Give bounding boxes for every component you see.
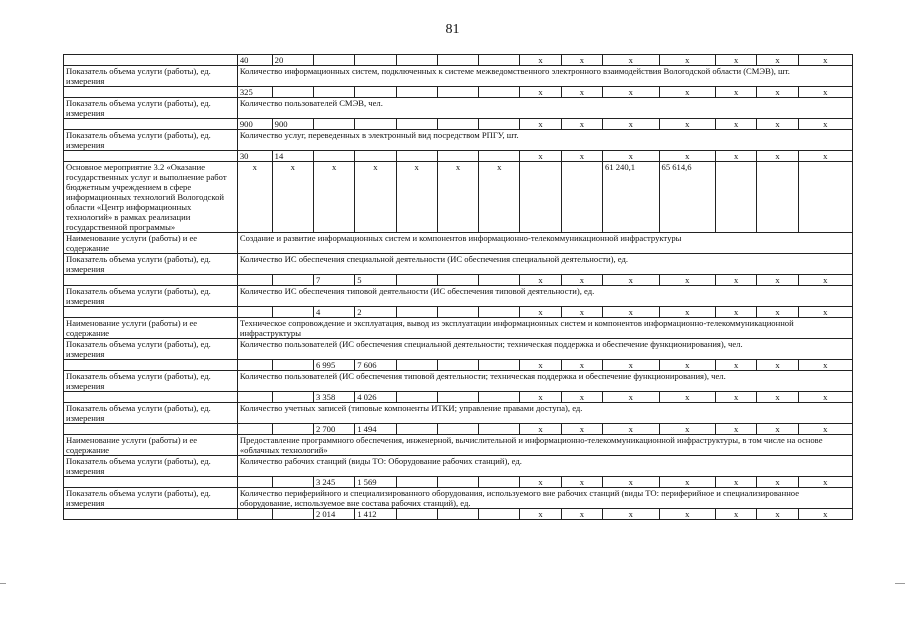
table-cell [479, 424, 520, 435]
table-cell: 40 [237, 55, 272, 66]
table-cell: x [520, 151, 561, 162]
table-cell [437, 509, 478, 520]
row-label [64, 119, 238, 130]
table-cell [313, 119, 354, 130]
table-cell [237, 275, 272, 286]
table-row-values [64, 477, 853, 488]
table-cell [437, 55, 478, 66]
table-body [64, 55, 853, 520]
table-cell: x [561, 151, 602, 162]
table-cell: x [798, 55, 852, 66]
row-label: Показатель объема услуги (работы), ед. измерения [64, 371, 238, 392]
table-cell: x [659, 119, 716, 130]
table-cell [396, 424, 437, 435]
table-cell: x [603, 55, 660, 66]
table-cell: x [716, 392, 757, 403]
table-cell: x [659, 477, 716, 488]
table-cell: x [757, 360, 798, 371]
table-cell: x [437, 162, 478, 233]
table-cell [520, 162, 561, 233]
table-cell: x [603, 424, 660, 435]
table-cell [479, 392, 520, 403]
row-description: Предоставление программного обеспечения, инженерной, вычислительной и информационно-телекоммуникационной инфраструктуры, в том числе на основе «облачных технологий» [237, 435, 852, 456]
table-cell [355, 55, 396, 66]
table-row-description [64, 435, 853, 456]
table-row-values [64, 275, 853, 286]
table-cell: 7 606 [355, 360, 396, 371]
table-cell [313, 151, 354, 162]
table-cell [437, 87, 478, 98]
table-cell [272, 307, 313, 318]
table-row-description [64, 371, 853, 392]
table-cell [396, 509, 437, 520]
row-label: Наименование услуги (работы) и ее содержание [64, 435, 238, 456]
table-cell [237, 477, 272, 488]
row-label: Показатель объема услуги (работы), ед. измерения [64, 98, 238, 119]
table-cell [479, 87, 520, 98]
table-cell: x [520, 307, 561, 318]
row-description: Количество ИС обеспечения типовой деятельности (ИС обеспечения типовой деятельности), ед. [237, 286, 852, 307]
table-cell [237, 424, 272, 435]
row-description: Техническое сопровождение и эксплуатация, вывод из эксплуатации информационных систем и компонентов информационно-телекоммуникационной инфраструктуры [237, 318, 852, 339]
table-cell: x [798, 307, 852, 318]
table-cell [396, 392, 437, 403]
table-cell [437, 275, 478, 286]
row-label: Показатель объема услуги (работы), ед. измерения [64, 254, 238, 275]
table-cell: 65 614,6 [659, 162, 716, 233]
table-row-values [64, 509, 853, 520]
table-cell [355, 119, 396, 130]
table-cell: 900 [272, 119, 313, 130]
table-cell [437, 477, 478, 488]
table-cell [272, 275, 313, 286]
row-label [64, 87, 238, 98]
table-cell: x [716, 119, 757, 130]
table-cell: x [659, 307, 716, 318]
table-row-description [64, 403, 853, 424]
table-cell: x [561, 87, 602, 98]
table-cell: 3 245 [313, 477, 354, 488]
table-row-description [64, 286, 853, 307]
table-cell [237, 360, 272, 371]
row-label: Показатель объема услуги (работы), ед. измерения [64, 286, 238, 307]
table-cell: x [659, 275, 716, 286]
table-cell [561, 162, 602, 233]
table-cell [272, 424, 313, 435]
table-cell: x [561, 275, 602, 286]
table-cell: x [603, 119, 660, 130]
table-row-description [64, 456, 853, 477]
row-label [64, 275, 238, 286]
table-cell [396, 360, 437, 371]
table-cell: x [659, 509, 716, 520]
table-cell: x [757, 119, 798, 130]
table-cell: x [561, 477, 602, 488]
table-cell [272, 360, 313, 371]
page-number: 81 [445, 22, 460, 37]
table-row-values [64, 360, 853, 371]
row-label: Наименование услуги (работы) и ее содержание [64, 233, 238, 254]
table-cell: x [798, 275, 852, 286]
table-cell: x [561, 55, 602, 66]
table-row-values [64, 162, 853, 233]
row-description: Количество пользователей (ИС обеспечения типовой деятельности; техническая поддержка и обеспечение функционирования), чел. [237, 371, 852, 392]
table-cell: 900 [237, 119, 272, 130]
table-cell: x [520, 509, 561, 520]
table-row-description [64, 254, 853, 275]
table-row-values [64, 392, 853, 403]
table-cell: x [355, 162, 396, 233]
table-cell [479, 55, 520, 66]
table-cell: x [603, 477, 660, 488]
table-cell [237, 307, 272, 318]
table-cell: 4 [313, 307, 354, 318]
table-cell [798, 162, 852, 233]
table-cell: x [798, 477, 852, 488]
row-label [64, 424, 238, 435]
table-cell: 14 [272, 151, 313, 162]
row-label [64, 477, 238, 488]
table-cell: x [716, 275, 757, 286]
table-cell: x [659, 151, 716, 162]
row-description: Количество пользователей (ИС обеспечения специальной деятельности; техническая поддержка и обеспечение функционирования), чел. [237, 339, 852, 360]
table-cell [355, 151, 396, 162]
table-cell: x [520, 424, 561, 435]
table-cell: x [716, 87, 757, 98]
table-cell [272, 477, 313, 488]
table-cell: 1 569 [355, 477, 396, 488]
table-cell [479, 151, 520, 162]
row-label [64, 509, 238, 520]
table-cell [313, 55, 354, 66]
table-cell: x [561, 424, 602, 435]
table-cell: x [659, 392, 716, 403]
table-cell: x [603, 360, 660, 371]
table-cell: x [603, 307, 660, 318]
row-label [64, 55, 238, 66]
table-row-description [64, 66, 853, 87]
table-cell [479, 477, 520, 488]
table-cell: x [716, 477, 757, 488]
table-cell: x [798, 424, 852, 435]
table-cell: 7 [313, 275, 354, 286]
table-cell [479, 360, 520, 371]
table-cell [272, 87, 313, 98]
table-row-values [64, 307, 853, 318]
table-cell [437, 151, 478, 162]
row-description: Количество периферийного и специализированного оборудования, используемого вне рабочих станций (виды ТО: периферийное и специализированное оборудование, используемое вне состава рабочих станций), ед. [237, 488, 852, 509]
table-cell [437, 307, 478, 318]
table-cell: x [520, 87, 561, 98]
table-cell [437, 424, 478, 435]
table-cell: 1 494 [355, 424, 396, 435]
row-label: Показатель объема услуги (работы), ед. измерения [64, 488, 238, 509]
table-cell: x [757, 307, 798, 318]
table-cell: x [561, 119, 602, 130]
table-row-values [64, 151, 853, 162]
table-row-description [64, 130, 853, 151]
table-cell [355, 87, 396, 98]
table-cell: x [272, 162, 313, 233]
table-cell: x [757, 424, 798, 435]
row-description: Количество ИС обеспечения специальной деятельности (ИС обеспечения специальной деятельности), ед. [237, 254, 852, 275]
row-label [64, 307, 238, 318]
table-cell: x [313, 162, 354, 233]
table-cell: 2 014 [313, 509, 354, 520]
table-cell: x [520, 477, 561, 488]
table-row-values [64, 55, 853, 66]
table-cell: x [757, 477, 798, 488]
table-cell: x [561, 307, 602, 318]
table-cell [716, 162, 757, 233]
table-cell: x [757, 275, 798, 286]
table-row-description [64, 233, 853, 254]
table-row-description [64, 98, 853, 119]
row-description: Количество рабочих станций (виды ТО: Оборудование рабочих станций), ед. [237, 456, 852, 477]
row-label [64, 360, 238, 371]
table-cell: x [757, 509, 798, 520]
table-cell: x [798, 87, 852, 98]
table-cell: x [520, 119, 561, 130]
table-cell: x [716, 307, 757, 318]
table-cell [396, 55, 437, 66]
table-cell: x [659, 424, 716, 435]
table-cell: x [603, 509, 660, 520]
table-cell: x [716, 151, 757, 162]
table-cell: 2 700 [313, 424, 354, 435]
table-cell: x [798, 119, 852, 130]
table-cell: x [798, 360, 852, 371]
table-row-values [64, 424, 853, 435]
table-cell: x [757, 55, 798, 66]
table-cell: 3 358 [313, 392, 354, 403]
row-label: Наименование услуги (работы) и ее содержание [64, 318, 238, 339]
table-cell: x [716, 55, 757, 66]
table-cell: x [757, 87, 798, 98]
table-cell [237, 509, 272, 520]
table-cell: 30 [237, 151, 272, 162]
table-cell [396, 87, 437, 98]
row-label: Показатель объема услуги (работы), ед. измерения [64, 403, 238, 424]
table-cell: x [757, 392, 798, 403]
table-cell: x [561, 360, 602, 371]
row-description: Создание и развитие информационных систем и компонентов информационно-телекоммуникационной инфраструктуры [237, 233, 852, 254]
row-description: Количество учетных записей (типовые компоненты ИТКИ; управление правами доступа), ед. [237, 403, 852, 424]
table-cell: x [603, 392, 660, 403]
table-cell: x [716, 509, 757, 520]
table-cell: 325 [237, 87, 272, 98]
table-cell: 6 995 [313, 360, 354, 371]
table-cell [479, 119, 520, 130]
table-row-values [64, 87, 853, 98]
table-cell: x [798, 392, 852, 403]
table-cell: x [798, 509, 852, 520]
table-cell [479, 307, 520, 318]
table-cell [479, 275, 520, 286]
table-row-description [64, 339, 853, 360]
table-cell [396, 307, 437, 318]
table-cell: x [479, 162, 520, 233]
table-cell: x [659, 87, 716, 98]
table-cell [396, 151, 437, 162]
scan-edge-mark-left [0, 583, 6, 584]
row-label: Показатель объема услуги (работы), ед. измерения [64, 456, 238, 477]
table-cell: x [659, 55, 716, 66]
table-cell [272, 392, 313, 403]
row-description: Количество информационных систем, подключенных к системе межведомственного электронного взаимодействия Вологодской области (СМЭВ), шт. [237, 66, 852, 87]
table-cell: x [798, 151, 852, 162]
row-label: Показатель объема услуги (работы), ед. измерения [64, 130, 238, 151]
table-cell: x [561, 392, 602, 403]
row-label [64, 151, 238, 162]
table-cell: 5 [355, 275, 396, 286]
table-cell [437, 392, 478, 403]
table-cell [437, 119, 478, 130]
table-cell: x [237, 162, 272, 233]
table-row-description [64, 488, 853, 509]
table-cell [396, 477, 437, 488]
table-cell: x [520, 275, 561, 286]
table-cell: x [659, 360, 716, 371]
table-cell [396, 275, 437, 286]
row-label: Показатель объема услуги (работы), ед. измерения [64, 339, 238, 360]
table-cell: x [520, 392, 561, 403]
table-cell: x [561, 509, 602, 520]
table-cell [272, 509, 313, 520]
table-cell [757, 162, 798, 233]
table-cell: x [716, 424, 757, 435]
table-row-description [64, 318, 853, 339]
row-label [64, 392, 238, 403]
table-row-values [64, 119, 853, 130]
table-cell: 2 [355, 307, 396, 318]
budget-table [63, 54, 853, 520]
row-label: Показатель объема услуги (работы), ед. измерения [64, 66, 238, 87]
table-cell: 61 240,1 [603, 162, 660, 233]
table-cell: x [520, 55, 561, 66]
table-cell: 20 [272, 55, 313, 66]
table-cell: 1 412 [355, 509, 396, 520]
table-cell: x [603, 151, 660, 162]
table-cell: x [603, 87, 660, 98]
table-cell: x [520, 360, 561, 371]
table-cell [437, 360, 478, 371]
table-cell: x [757, 151, 798, 162]
table-cell [237, 392, 272, 403]
scan-edge-mark-right [895, 583, 905, 584]
table-cell [313, 87, 354, 98]
table-cell: x [603, 275, 660, 286]
row-description: Количество пользователей СМЭВ, чел. [237, 98, 852, 119]
table-cell: 4 026 [355, 392, 396, 403]
row-label: Основное мероприятие 3.2 «Оказание государственных услуг и выполнение работ бюджетным учреждением в сфере информационных технологий Вологодской области «Центр информационных технологий» в рамках реализации государственной программы» [64, 162, 238, 233]
table-cell [396, 119, 437, 130]
table-cell [479, 509, 520, 520]
table-cell: x [396, 162, 437, 233]
row-description: Количество услуг, переведенных в электронный вид посредством РПГУ, шт. [237, 130, 852, 151]
table-cell: x [716, 360, 757, 371]
